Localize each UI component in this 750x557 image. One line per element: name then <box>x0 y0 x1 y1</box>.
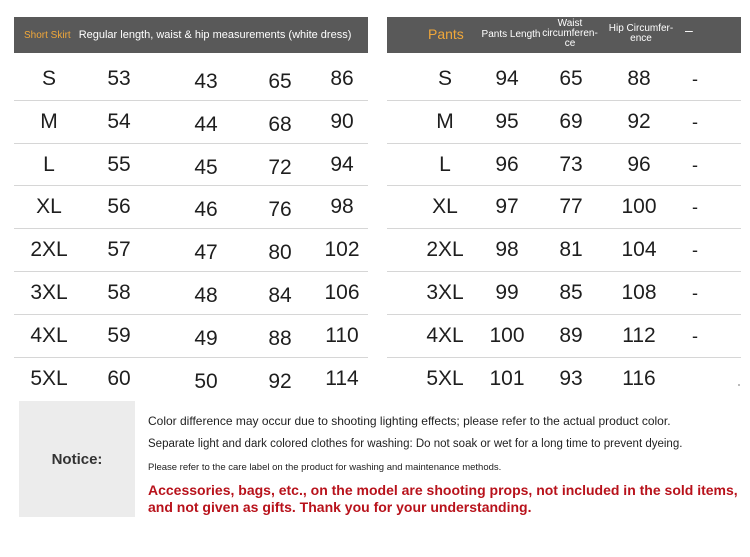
value-cell: 88 <box>268 326 292 350</box>
value-cell: 69 <box>559 109 583 133</box>
table-row <box>387 358 741 400</box>
value-cell: 101 <box>489 366 525 390</box>
header-hip-circumference: Hip Circumfer-ence <box>608 23 674 44</box>
value-cell: 97 <box>495 195 519 219</box>
value-cell: 99 <box>495 280 519 304</box>
value-cell: 77 <box>559 195 583 219</box>
table-row <box>14 229 368 272</box>
value-cell: 92 <box>268 369 292 393</box>
value-cell: 72 <box>268 155 292 179</box>
value-cell: 57 <box>107 238 131 262</box>
table-row <box>14 58 368 101</box>
size-cell: XL <box>36 195 62 219</box>
value-cell: - <box>692 325 698 346</box>
value-cell: 90 <box>330 109 354 133</box>
skirt-category-label: Short Skirt <box>24 29 71 41</box>
size-cell: 4XL <box>30 323 68 347</box>
value-cell: 100 <box>621 195 657 219</box>
value-cell: 86 <box>330 67 354 90</box>
value-cell: 53 <box>107 67 131 90</box>
value-cell: - <box>692 111 698 132</box>
decorative-dot <box>738 384 740 386</box>
value-cell: 81 <box>559 238 583 262</box>
value-cell: 92 <box>627 109 651 133</box>
table-row <box>387 58 741 101</box>
value-cell: 58 <box>107 280 131 304</box>
value-cell: 104 <box>621 238 657 262</box>
table-row <box>387 101 741 144</box>
table-row <box>14 358 368 400</box>
value-cell: 93 <box>559 366 583 390</box>
value-cell: 50 <box>194 369 218 393</box>
value-cell: 54 <box>107 109 131 133</box>
table-row <box>387 144 741 187</box>
value-cell: - <box>692 197 698 218</box>
value-cell: 85 <box>559 280 583 304</box>
size-cell: 2XL <box>426 238 464 262</box>
size-cell: L <box>439 152 451 176</box>
value-cell: 98 <box>495 238 519 262</box>
skirt-table-header <box>14 17 368 53</box>
table-row <box>14 186 368 229</box>
value-cell: 94 <box>330 152 354 176</box>
notice-line: Please refer to the care label on the product for washing and maintenance methods. <box>148 462 502 473</box>
notice-box <box>19 401 738 517</box>
value-cell: 100 <box>489 323 525 347</box>
value-cell: 110 <box>325 323 359 347</box>
value-cell: 112 <box>622 323 656 347</box>
value-cell: 46 <box>194 198 218 222</box>
header-pants-length: Pants Length <box>481 29 541 40</box>
value-cell: 102 <box>324 238 360 262</box>
pants-table-header <box>387 17 741 53</box>
value-cell: - <box>692 282 698 303</box>
size-cell: 5XL <box>30 366 68 390</box>
value-cell: 65 <box>268 70 292 93</box>
value-cell: 68 <box>268 112 292 136</box>
size-cell: 2XL <box>30 238 68 262</box>
value-cell: 43 <box>194 70 218 93</box>
notice-line: Color difference may occur due to shooting lighting effects; please refer to the actual product color. <box>148 414 671 428</box>
table-row <box>387 315 741 358</box>
value-cell: 98 <box>330 195 354 219</box>
value-cell: 47 <box>194 241 218 265</box>
size-cell: M <box>436 109 454 133</box>
table-row <box>387 272 741 315</box>
value-cell: 96 <box>495 152 519 176</box>
table-row <box>14 272 368 315</box>
size-cell: 4XL <box>426 323 464 347</box>
notice-warning <box>148 482 738 516</box>
value-cell: 44 <box>194 112 218 136</box>
value-cell: 56 <box>107 195 131 219</box>
value-cell: 73 <box>559 152 583 176</box>
table-row <box>14 101 368 144</box>
value-cell: 94 <box>495 67 519 90</box>
value-cell: - <box>692 69 698 89</box>
notice-warning-line: and not given as gifts. Thank you for your understanding. <box>148 499 532 515</box>
value-cell: - <box>692 240 698 261</box>
value-cell: - <box>692 154 698 175</box>
value-cell: 49 <box>194 326 218 350</box>
value-cell: 106 <box>324 280 360 304</box>
value-cell: 116 <box>622 366 656 390</box>
pants-category-label: Pants <box>428 26 464 42</box>
value-cell: 84 <box>268 283 292 307</box>
value-cell: 114 <box>325 366 359 390</box>
value-cell: 96 <box>627 152 651 176</box>
table-row <box>14 144 368 187</box>
value-cell: 80 <box>268 241 292 265</box>
size-cell: M <box>40 109 58 133</box>
header-waist-circumference: Waist circumferen-ce <box>542 18 598 49</box>
value-cell: 76 <box>268 198 292 222</box>
skirt-header-description: Regular length, waist & hip measurements (white dress) <box>78 29 352 41</box>
value-cell: 60 <box>107 366 131 390</box>
table-row <box>14 315 368 358</box>
value-cell: 89 <box>559 323 583 347</box>
value-cell: 88 <box>627 67 651 90</box>
value-cell: 108 <box>621 280 657 304</box>
skirt-size-table <box>14 17 368 399</box>
size-cell: L <box>43 152 55 176</box>
size-cell: S <box>41 67 56 90</box>
notice-label: Notice: <box>51 450 103 468</box>
pants-size-table <box>387 17 741 399</box>
skirt-table-body <box>14 58 368 399</box>
notice-line: Separate light and dark colored clothes for washing: Do not soak or wet for a long time to prevent dyeing. <box>148 438 683 450</box>
header-dash: – <box>685 22 693 38</box>
notice-body <box>135 401 738 517</box>
value-cell: 48 <box>194 283 218 307</box>
value-cell: 55 <box>107 152 131 176</box>
size-cell: 5XL <box>426 366 464 390</box>
notice-warning-line: Accessories, bags, etc., on the model are shooting props, not included in the sold items, <box>148 482 738 498</box>
value-cell: 59 <box>107 323 131 347</box>
value-cell: 95 <box>495 109 519 133</box>
size-cell: 3XL <box>426 280 464 304</box>
size-cell: S <box>437 67 452 90</box>
size-cell: XL <box>432 195 458 219</box>
table-row <box>387 229 741 272</box>
pants-table-body <box>387 58 741 399</box>
value-cell: 65 <box>559 67 583 90</box>
table-row <box>387 186 741 229</box>
value-cell: 45 <box>194 155 218 179</box>
size-cell: 3XL <box>30 280 68 304</box>
